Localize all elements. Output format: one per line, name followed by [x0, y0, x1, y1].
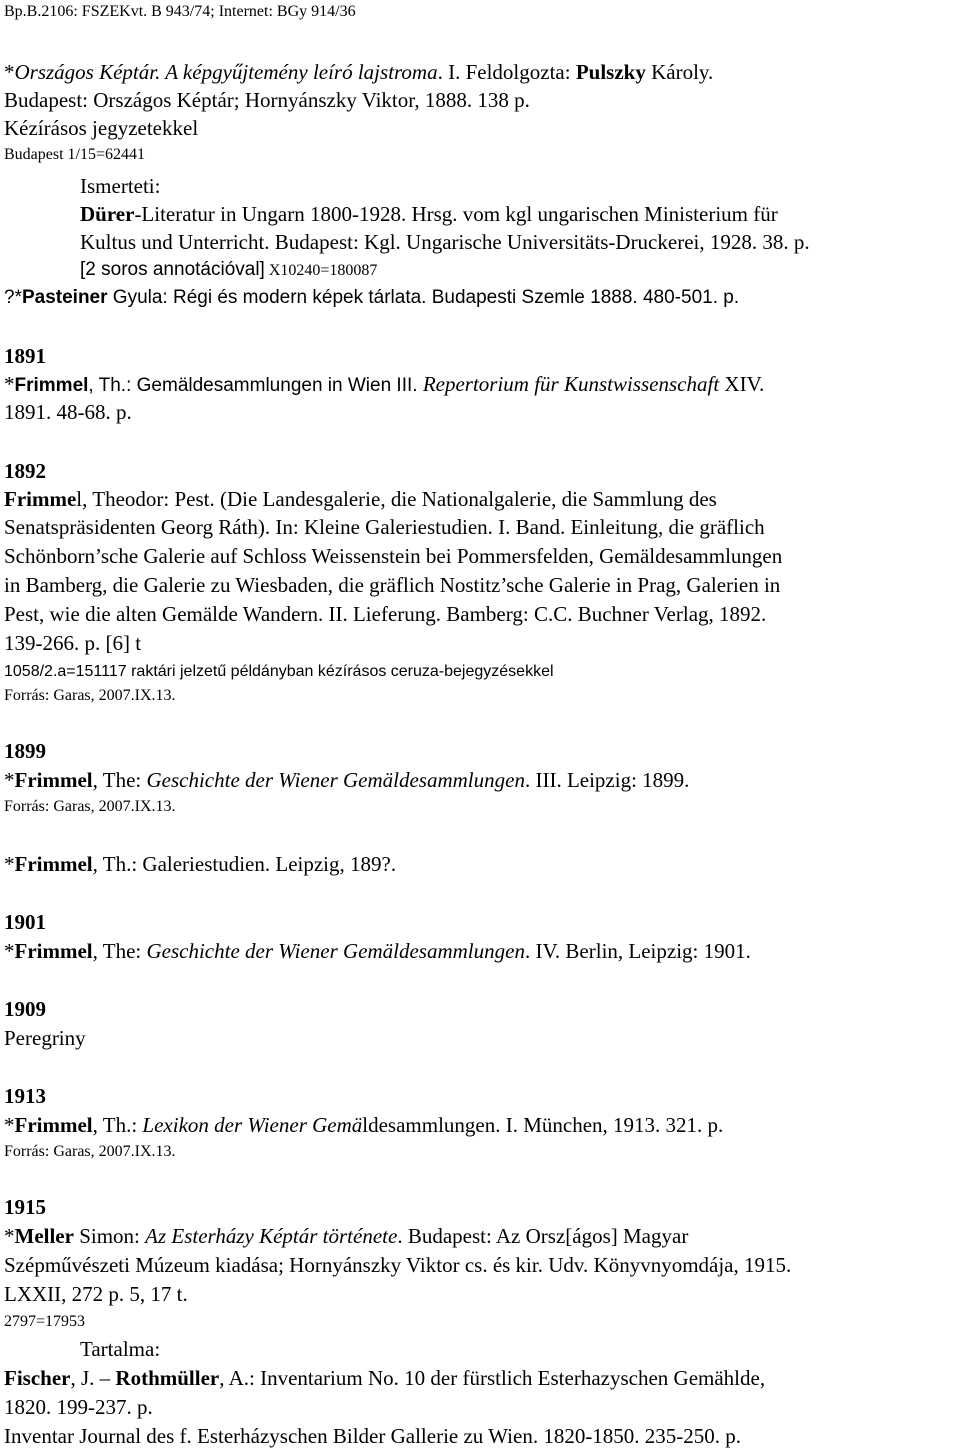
text-line: [4, 630, 141, 656]
text-line: [80, 229, 810, 255]
text-run: Frimmel: [14, 1113, 93, 1137]
text-run: Inventar Journal des f. Esterházyschen Bilder Gallerie zu Wien. 1820-1850. 235-250. p.: [4, 1424, 742, 1448]
text-line: [4, 1281, 188, 1307]
text-line: [4, 938, 751, 964]
text-line: [4, 767, 689, 793]
text-run: 1909: [4, 997, 46, 1021]
text-run: Budapest 1/15=62441: [4, 146, 146, 163]
text-run: Bp.B.2106: FSZEKvt. B 943/74; Internet: BGy 914/36: [4, 3, 356, 20]
text-run: Schönborn’sche Galerie auf Schloss Weissenstein bei Pommersfelden, Gemäldesammlungen: [4, 544, 783, 568]
text-run: , The:: [92, 768, 147, 792]
text-run: *: [4, 1224, 15, 1248]
text-run: Dürer: [80, 202, 135, 226]
text-run: *: [4, 372, 15, 396]
text-run: Tartalma:: [80, 1337, 161, 1361]
text-run: , Th.:: [92, 1113, 143, 1137]
text-run: Pasteiner: [21, 287, 108, 308]
text-line: [4, 285, 739, 311]
text-line: [4, 1083, 46, 1109]
text-run: Ismerteti:: [80, 174, 161, 198]
text-line: [4, 1423, 741, 1449]
text-run: Rothmüller: [115, 1366, 220, 1390]
text-run: 2797=17953: [4, 1313, 86, 1330]
text-line: [4, 572, 780, 598]
text-line: [80, 1336, 160, 1362]
text-run: 1892: [4, 459, 46, 483]
text-run: ?*: [4, 287, 22, 308]
text-run: ldesammlungen. I. München, 1913. 321. p.: [362, 1113, 724, 1137]
text-line: [4, 996, 46, 1022]
text-line: [4, 662, 554, 682]
text-run: Peregriny: [4, 1026, 86, 1050]
text-line: [4, 145, 145, 165]
text-run: in Bamberg, die Galerie zu Wiesbaden, die gräflich Nostitz’sche Galerie in Prag, Galerien in: [4, 573, 781, 597]
text-line: [80, 201, 778, 227]
text-run: l, Theodor: Pest. (Die Landesgalerie, die Nationalgalerie, die Sammlung des: [76, 487, 717, 511]
text-run: X10240=180087: [264, 262, 378, 279]
text-line: [4, 1112, 723, 1138]
text-run: [2 soros annotációval]: [80, 259, 265, 280]
text-run: Frimme: [4, 487, 77, 511]
text-run: -Literatur in Ungarn 1800-1928. Hrsg. vom kgl ungarischen Ministerium für: [134, 202, 778, 226]
text-run: 1901: [4, 910, 46, 934]
text-run: Kultus und Unterricht. Budapest: Kgl. Ungarische Universitäts-Druckerei, 1928. 38. p.: [80, 230, 810, 254]
text-line: [4, 543, 782, 569]
text-line: [4, 1394, 153, 1420]
text-line: [4, 738, 46, 764]
text-run: . III. Leipzig: 1899.: [524, 768, 690, 792]
text-run: XIV.: [719, 372, 765, 396]
text-run: Frimmel: [14, 768, 93, 792]
text-line: [80, 173, 160, 199]
text-run: Forrás: Garas, 2007.IX.13.: [4, 687, 176, 704]
text-line: [80, 257, 377, 283]
text-run: Budapest: Országos Képtár; Hornyánszky Viktor, 1888. 138 p.: [4, 88, 530, 112]
text-run: Forrás: Garas, 2007.IX.13.: [4, 1143, 176, 1160]
text-run: Frimmel: [14, 852, 93, 876]
text-run: Senatspräsidenten Georg Ráth). In: Kleine Galeriestudien. I. Band. Einleitung, die gräflich: [4, 515, 765, 539]
text-run: Frimmel: [14, 375, 89, 396]
text-run: 1891. 48-68. p.: [4, 400, 132, 424]
text-run: Frimmel: [14, 939, 93, 963]
text-run: . Budapest: Az Orsz[ágos] Magyar: [397, 1224, 689, 1248]
text-line: [4, 343, 46, 369]
text-line: [4, 686, 176, 706]
text-run: *: [4, 939, 15, 963]
text-line: [4, 399, 132, 425]
text-run: Kézírásos jegyzetekkel: [4, 116, 199, 140]
text-run: Országos Képtár. A képgyűjtemény leíró lajstroma: [14, 60, 438, 84]
text-run: Az Esterházy Képtár története: [145, 1224, 398, 1248]
text-line: [4, 115, 198, 141]
text-line: [4, 514, 765, 540]
text-run: LXXII, 272 p. 5, 17 t.: [4, 1282, 188, 1306]
text-run: Simon:: [73, 1224, 146, 1248]
text-line: [4, 2, 356, 22]
text-line: [4, 1365, 765, 1391]
text-line: [4, 797, 176, 817]
text-run: , J. –: [70, 1366, 116, 1390]
text-run: 1058/2.a=151117 raktári jelzetű példányban kézírásos ceruza-bejegyzésekkel: [4, 663, 554, 680]
text-run: , The:: [92, 939, 147, 963]
text-run: Repertorium für Kunstwissenschaft: [422, 372, 720, 396]
text-run: *: [4, 60, 15, 84]
text-run: *: [4, 768, 15, 792]
text-run: Lexikon der Wiener Gemä: [142, 1113, 363, 1137]
text-run: Pest, wie die alten Gemälde Wandern. II. Lieferung. Bamberg: C.C. Buchner Verlag, 1892.: [4, 602, 767, 626]
text-run: 1915: [4, 1195, 46, 1219]
text-line: [4, 851, 396, 877]
text-run: 1820. 199-237. p.: [4, 1395, 153, 1419]
text-run: . I. Feldolgozta:: [437, 60, 576, 84]
text-line: [4, 1194, 46, 1220]
text-run: . IV. Berlin, Leipzig: 1901.: [524, 939, 751, 963]
text-run: , Th.: Gemäldesammlungen in Wien III.: [88, 375, 423, 396]
text-run: Fischer: [4, 1366, 71, 1390]
text-line: [4, 1142, 176, 1162]
text-line: [4, 371, 764, 399]
text-line: [4, 59, 713, 85]
text-run: *: [4, 1113, 15, 1137]
text-line: [4, 1252, 791, 1278]
text-run: 1891: [4, 344, 46, 368]
text-run: Károly.: [645, 60, 714, 84]
text-run: Gyula: Régi és modern képek tárlata. Budapesti Szemle 1888. 480-501. p.: [107, 287, 740, 308]
text-run: *: [4, 852, 15, 876]
text-line: [4, 1025, 86, 1051]
text-run: , Th.: Galeriestudien. Leipzig, 189?.: [92, 852, 397, 876]
text-run: Szépművészeti Múzeum kiadása; Hornyánszky Viktor cs. és kir. Udv. Könyvnyomdája, 1915.: [4, 1253, 792, 1277]
text-run: Pulszky: [575, 60, 646, 84]
text-run: , A.: Inventarium No. 10 der fürstlich Esterhazyschen Gemählde,: [219, 1366, 766, 1390]
text-run: Geschichte der Wiener Gemäldesammlungen: [146, 939, 525, 963]
text-line: [4, 1223, 688, 1249]
text-line: [4, 1312, 85, 1332]
text-line: [4, 486, 717, 512]
text-line: [4, 458, 46, 484]
text-run: 1913: [4, 1084, 46, 1108]
text-run: 139-266. p. [6] t: [4, 631, 142, 655]
text-run: Meller: [14, 1224, 74, 1248]
text-run: 1899: [4, 739, 46, 763]
text-line: [4, 601, 766, 627]
text-line: [4, 909, 46, 935]
text-run: Geschichte der Wiener Gemäldesammlungen: [146, 768, 525, 792]
text-run: Forrás: Garas, 2007.IX.13.: [4, 798, 176, 815]
text-line: [4, 87, 530, 113]
